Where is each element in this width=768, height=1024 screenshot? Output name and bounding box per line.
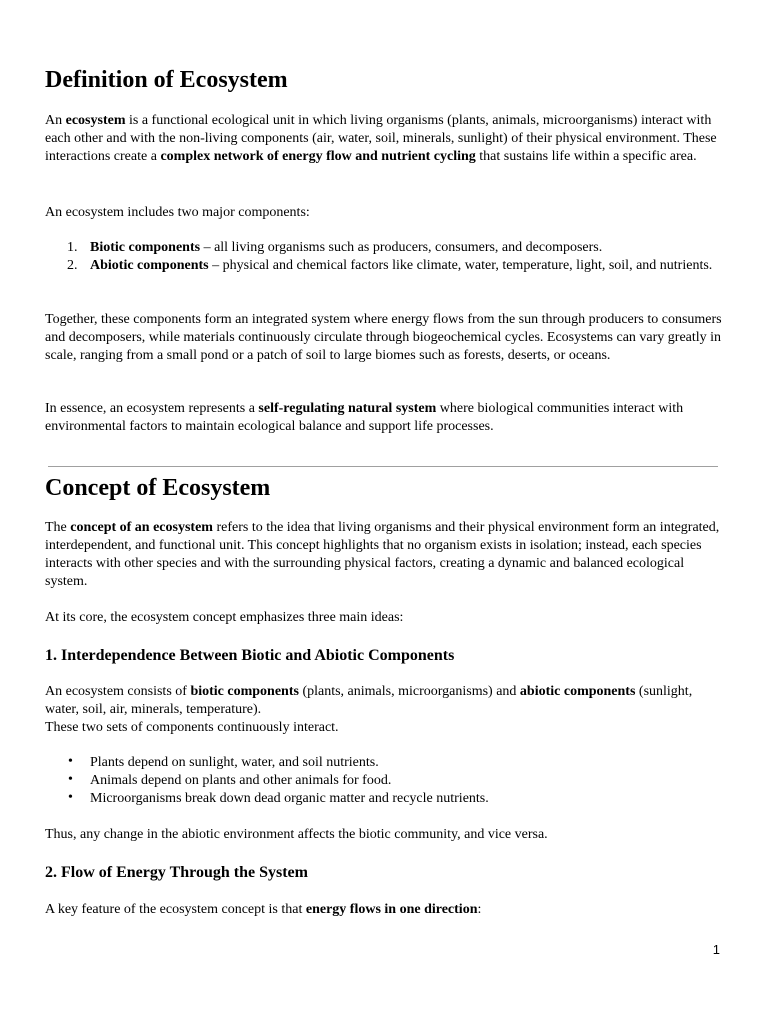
definition-paragraph-1: An ecosystem is a functional ecological unit in which living organisms (plants, animals, microorganisms) interact with each other and with the non-living components (air, water, soil, minerals, sunlight) of their physical environment. These interactions create a complex network of energy flow and nutrient cycling that sustains life within a specific area.	[45, 113, 717, 164]
components-numbered-list	[45, 239, 723, 275]
list-item	[45, 239, 723, 257]
bold-term: self-regulating natural system	[258, 401, 437, 416]
concept-paragraph-3: An ecosystem consists of biotic components (plants, animals, microorganisms) and abiotic components (sunlight, water, soil, air, minerals, temperature). These two sets of components continuously interact.	[45, 684, 693, 735]
list-item	[45, 754, 723, 772]
list-item-text: – all living organisms such as producers, consumers, and decomposers.	[200, 240, 603, 255]
list-item-bold: Biotic components	[90, 240, 201, 255]
bold-term: ecosystem	[65, 113, 126, 128]
bold-term: energy flows in one direction	[305, 902, 478, 917]
bold-term: complex network of energy flow and nutrient cycling	[160, 149, 476, 164]
concept-paragraph-1: The concept of an ecosystem refers to the idea that living organisms and their physical environment form an integrated, interdependent, and functional unit. This concept highlights that no organism exists in isolation; instead, each species interacts with other species and with the surrounding physical factors, creating a dynamic and balanced ecological system.	[45, 520, 720, 589]
list-item	[45, 772, 723, 790]
list-marker: 1.	[67, 240, 78, 255]
bullet-marker: •	[68, 790, 73, 805]
concept-paragraph-2: At its core, the ecosystem concept emphasizes three main ideas:	[45, 610, 404, 625]
list-marker: 2.	[67, 258, 78, 273]
list-item	[45, 257, 723, 275]
list-item-text: Animals depend on plants and other animals for food.	[90, 773, 392, 788]
definition-paragraph-2: An ecosystem includes two major components:	[45, 205, 310, 220]
section-title-definition: Definition of Ecosystem	[45, 67, 288, 93]
list-item-text: – physical and chemical factors like climate, water, temperature, light, soil, and nutrients.	[208, 258, 713, 273]
list-item-text: Plants depend on sunlight, water, and soil nutrients.	[90, 755, 379, 770]
bold-term: abiotic components	[519, 684, 636, 699]
bold-term: biotic components	[190, 684, 299, 699]
definition-paragraph-3: Together, these components form an integrated system where energy flows from the sun through producers to consumers and decomposers, while materials continuously circulate through biogeochemical cycles. Ecosystems can vary greatly in scale, ranging from a small pond or a patch of soil to large biomes such as forests, deserts, or oceans.	[45, 312, 722, 363]
subheading-energy-flow: 2. Flow of Energy Through the System	[45, 864, 308, 881]
page-number: 1	[712, 942, 720, 957]
subheading-interdependence: 1. Interdependence Between Biotic and Abiotic Components	[45, 647, 455, 664]
concept-paragraph-4: Thus, any change in the abiotic environment affects the biotic community, and vice versa.	[45, 827, 548, 842]
list-item	[45, 790, 723, 808]
list-item-text: Microorganisms break down dead organic matter and recycle nutrients.	[90, 791, 489, 806]
bullet-list	[45, 754, 723, 808]
definition-paragraph-4: In essence, an ecosystem represents a self-regulating natural system where biological communities interact with environmental factors to maintain ecological balance and support life processes.	[45, 401, 684, 434]
bullet-marker: •	[68, 754, 73, 769]
section-title-concept: Concept of Ecosystem	[45, 475, 271, 501]
section-divider	[48, 466, 718, 467]
bold-term: concept of an ecosystem	[70, 520, 213, 535]
concept-paragraph-5: A key feature of the ecosystem concept is that energy flows in one direction:	[45, 902, 482, 917]
list-item-bold: Abiotic components	[90, 258, 209, 273]
bullet-marker: •	[68, 772, 73, 787]
